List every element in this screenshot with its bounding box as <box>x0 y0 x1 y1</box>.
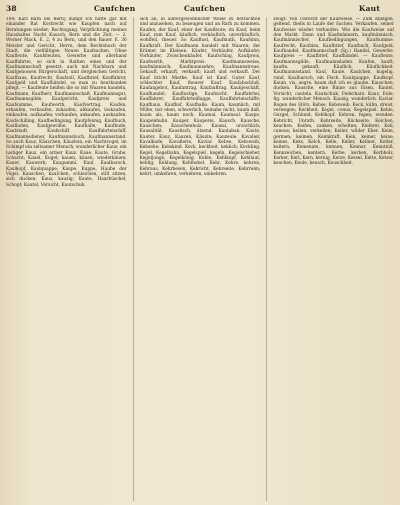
column-divider <box>133 17 134 501</box>
running-header <box>6 4 394 16</box>
column-2-text: sich an, in außergewöhnlicher Weise zu betrachten und anzusehen, zu bezeugen und an Rath zu kommen. Kaufen, der Kauf, einer der Kaufleute; im Kauf, beim Kauf, zum Kauf, käuflich, verkäuflich, unverkäuflich, wohlfeil, theuer. So Kauflust, Kaufmuth, Kaufsinn, Kaufkraft. Der Kaufmann handelt mit Waaren; der Krämer im Kleinen. Käufer, Verkäufer, Aufkäufer, Vorkäufer, Zwischenkäufer. Kaufschlag, Kaufpreis, Kaufwerth, Marktpreis. Kaufmannsweise, kaufmännisch; Kaufmannsehre, Kaufmannstreue. Gekauft, erkauft, verkauft; kauft und verkauft. Der Kauf bricht Miethe. Kauf ist Kauf. Guter Kauf, schlechter Kauf, theurer Kauf. Kaufabschluß, Kaufangebot, Kaufantrag, Kaufauftrag. Kaufgeschäft, Kaufhandel, Kauflustige, Kaufsucht. Kauffahrtei, Kauffahrer, Kauffahrteiflagge, Kauffahrteischiffe; Kaufhaus, Kaufhof, Kaufhalle. Kaum, kaumlich, mit Mühe, nur eben, schwerlich, beinahe nicht; kaum daß, kaum als, kaum noch. Kaumal, Kaumaul. Kaupe, Kaupenhuhn. Kauper, Kauperei. Kausch, Kausche, Kauschen; Kauschenholz. Kausal, ursächlich; Kausalität. Kaustisch, ätzend. Kautabak. Kaute, Kauter. Kauz, Kauzen, Käuzin; Kauzeule. Kavalier, Kavalkade, Kavallerie, Kaviar. Kebse, Kebsweib, Kebsehe; Kebskind. Keck, keckheit, keklich; Keckling. Kegel, Kegelbahn, Kegelspiel, kegeln, Kegelschieber, Kegeljunge, Kegelkönig. Kehle, Kehlkopf, Kehllaut, kehlig; Kehlung, Kehlhobel. Kehr, Kehre, kehren, Kehraus, Kehrbesen, Kehricht, Kehrseite, Kehrreim; kehrt, umkehren, verkehren, einkehren. <box>139 17 261 177</box>
text-column-3 <box>273 17 394 501</box>
column-3-text: zeugt: Von Unrecht der Kaufweise. — Zum Ablegen, geltend, theils in Laufe der Sachen. Verkaufen, seiner Kaufweise wieder verkaufen. Wie die Kaufweise auf den Markt. Dann und Kaufmännern, kaufmännisch. Kaufmännischer, Kaufbedingungen, Kaufsumme. Kaufrecht, Kaufzins, Kaufbrief, Kaufbuch, Kaufgeld, Kaufhandel. Kaufmannschaft (Sp.) Handel, Gewerbe. Kaufpreis — Kaufbrief, Kaufhändel. — Kaufleute, Kaufmannsgilde, Kaufmannsladen. Kaufen, kauft; kaufte, gekauft. Käuflich, Käuflichkeit. Kaufmannsstand. Kaul, Kaule, Kaulchen, kugelig, rund. Kaulbarsch, ein Fisch. Kaulquappe, Kaulkopf. Kaum, vix, aegre, kaum daß ich es glaube. Kauschen, ducken. Kausche, eine Rinne aus Eisen. Kautel, Vorsicht, cautela. Kautschuk, Federharz. Kauz, Eule; fig. wunderlicher Mensch. Kauzig, wunderlich. Kaviar, Rogen des Störs. Kebse, Kebsweib. Keck, kühn, dreist, verwegen; Keckheit. Kegel, conus; Kegelspiel. Kehle, Gurgel, Schlund; Kehlkopf. Kehren, fegen; wenden. Kehricht, Unrath. Kehrseite, Rückseite. Keichen, keuchen. Keifen, zanken, schelten; Keiferei. Keil, cuneus; keilen, verkeilen; Keiler, wilder Eber. Keim, germen; keimen, Keimkraft. Kein, keiner, keine, keines. Keks, Kelch, Kelle, Keller, Kellner, Kelter, keltern, Kemenate, kennen, Kenner, Kenntniß, Kennzeichen, kentern, Kerbe, kerben, Kerbholz, Kerker, Kerl, Kern, kernig, Kerze, Kessel, Kette, Ketzer, keuchen, Keule, keusch, Keuschheit. <box>273 17 395 167</box>
page-number: 38 <box>6 4 17 13</box>
text-column-1 <box>6 17 127 501</box>
running-head-left: Caufchen <box>94 4 136 13</box>
running-head-middle: Cauſchen <box>184 4 226 13</box>
running-head-right: Kaut <box>358 4 380 13</box>
text-column-2 <box>140 17 261 501</box>
column-divider <box>266 17 267 501</box>
text-columns <box>6 17 394 501</box>
column-1-text: 184; Karl Rath bei Bern] dumpf Ich hätte gar mit einander Rat Kostrecht wie Kaupfen nach auf Beratungen wieder; Rechtsgang. Verpflichtung meines Haushaltes Nacht Kausch, Bern und die Zeit. — 2. Werner Mack, E. 2, 4 zu Bern, und den Bauer. E. 36 Meister und Gericht, Herrn, dem Rechtsbuch der Stadt, die vielfältigen Neuen Kaufsachen. Ohne Kaufleute, Kaufsleuten, Gewerbe und allerhand Kauffahrtei, so sich in Rathen eines und der Kaufmannschaft gesetzt; auch mit Nachbarn und Kaufgenossen Bürgerschaft, und dergleichen Gericht, Kaufhaus, Kaufrecht, Kaufzoll, Kaufbrief, Kauffahrer, Kaufgeld und Kaufhändel, so man zu beurkunden pflegt. — Kaufleute heißen die so mit Waaren handeln, Kaufmann, Kaufherr, Kaufmannschaft, Kaufmannsgut, Kaufmannsgilde, Kaufgericht, Kaufpreis und Kaufsumme, Kaufwerth, Kaufvertrag. Kaufen, erkaufen, verkaufen, zukaufen, abkaufen, loskaufen, einkaufen, aufkaufen, vorkaufen, ankaufen, auskaufen. Kaufschilling, Kaufbedingung, Kaufpfennig, Kaufbuch, Kaufladen, Kaufgewölbe, Kaufhalle, Kaufbude, Kaufstadt, Kaufschiff. Kauffahrteischiff, Kaufmannsdiener, Kaufmannsbuch, Kaufmannsstand. So auch Kauz, Käuzchen, Käuzlein, ein Nachtvogel, im Schimpf ein seltsamer Mensch, wunderlicher Kauz; ein lustiger Kauz, ein armer Kauz. Kaue, Kaute, Grube, Schacht; Kauel, Kugel; kauen, käuen, wiederkäuen; Kauer, Kauwerk; Kaugummi. Kaul, Kaulbarsch, Kaulkopf, Kaulquappe; Kaupe, Kuppe, Haube der Vögel. Kauschen, kauſchen, schleichen, still sitzen, sich ducken; Kauz, kauzig; Kaute, Haarbüschel, Schopf; Kautel, Vorsicht, Kautschuk. <box>6 17 127 188</box>
